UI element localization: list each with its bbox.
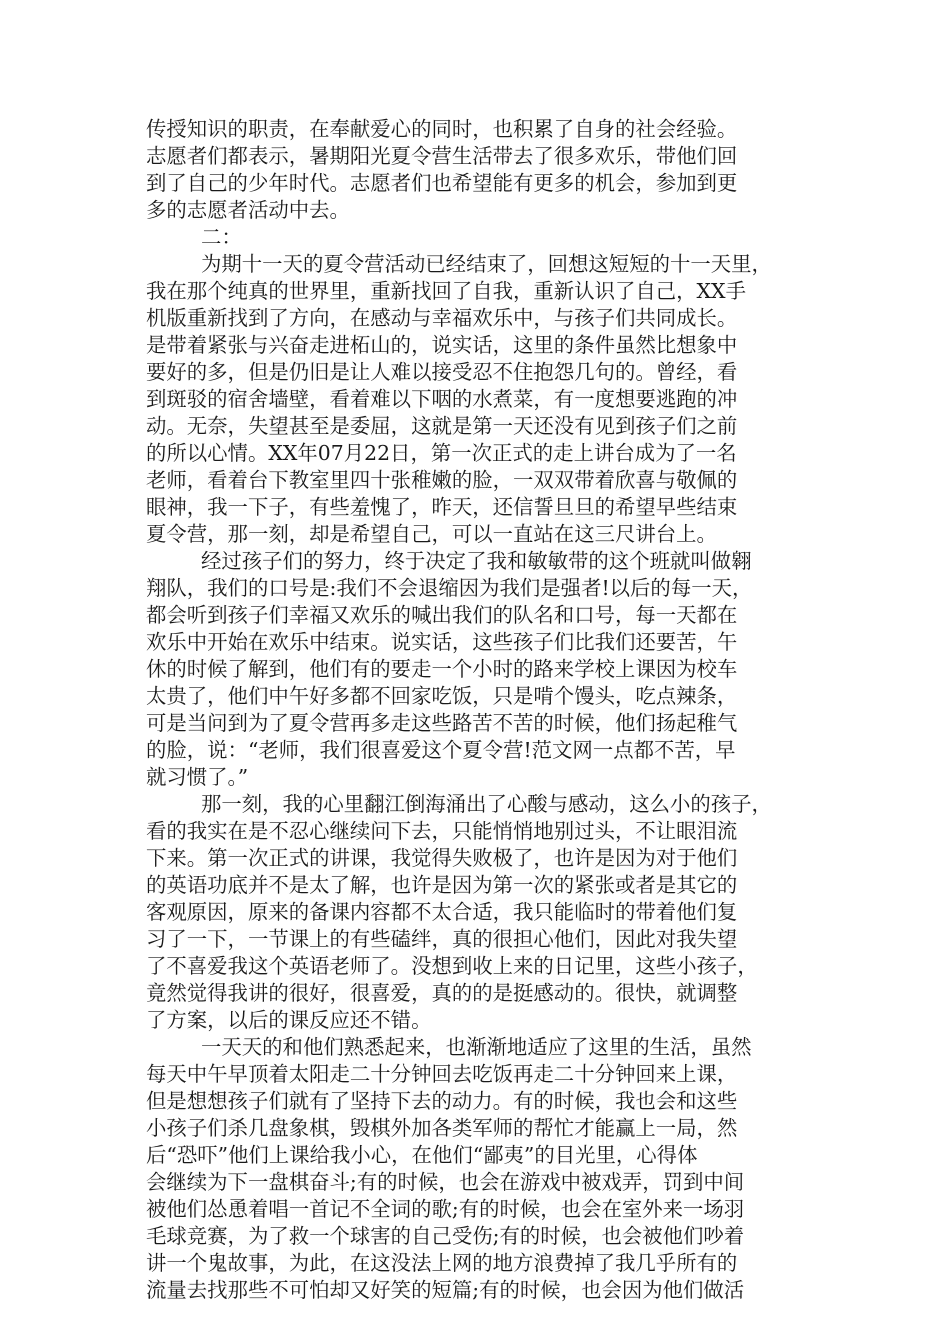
document-page	[146, 116, 816, 1304]
text-line: 机版重新找到了方向，在感动与幸福欢乐中，与孩子们共同成长。	[146, 306, 738, 330]
text-line: 休的时候了解到，他们有的要走一个小时的路来学校上课因为校车	[146, 657, 738, 681]
text-line: 后“恐吓”他们上课给我小心，在他们“鄙夷”的目光里，心得体	[146, 1143, 698, 1167]
text-line: 的脸，说：“老师，我们很喜爱这个夏令营!范文网一点都不苦，早	[146, 738, 736, 762]
text-line: 老师，看着台下教室里四十张稚嫩的脸，一双双带着欣喜与敬佩的	[146, 468, 738, 492]
text-line: 是带着紧张与兴奋走进柘山的，说实话，这里的条件虽然比想象中	[146, 333, 738, 357]
text-line: 就习惯了。”	[146, 765, 249, 789]
text-line: 习了一下，一节课上的有些磕绊，真的很担心他们，因此对我失望	[146, 927, 738, 951]
text-line: 小孩子们杀几盘象棋，毁棋外加各类军师的帮忙才能赢上一局，然	[146, 1116, 738, 1140]
text-line: 传授知识的职责，在奉献爱心的同时，也积累了自身的社会经验。	[146, 117, 738, 141]
text-line: 多的志愿者活动中去。	[146, 198, 350, 222]
text-line: 了方案，以后的课反应还不错。	[146, 1008, 432, 1032]
text-line: 一天天的和他们熟悉起来，也渐渐地适应了这里的生活，虽然	[201, 1035, 752, 1059]
text-line: 的所以心情。XX年07月22日，第一次正式的走上讲台成为了一名	[146, 441, 737, 465]
text-line: 到斑驳的宿舍墙壁，看着难以下咽的水煮菜，有一度想要逃跑的冲	[146, 387, 738, 411]
text-line: 都会听到孩子们幸福又欢乐的喊出我们的队名和口号，每一天都在	[146, 603, 738, 627]
text-line: 的英语功底并不是太了解，也许是因为第一次的紧张或者是其它的	[146, 873, 738, 897]
text-line: 要好的多，但是仍旧是让人难以接受忍不住抱怨几句的。曾经，看	[146, 360, 738, 384]
text-line: 看的我实在是不忍心继续问下去，只能悄悄地别过头，不让眼泪流	[146, 819, 738, 843]
text-line: 竟然觉得我讲的很好，很喜爱，真的的是挺感动的。很快，就调整	[146, 981, 738, 1005]
text-line: 经过孩子们的努力，终于决定了我和敏敏带的这个班就叫做翱	[201, 549, 752, 573]
text-line: 客观原因，原来的备课内容都不太合适，我只能临时的带着他们复	[146, 900, 738, 924]
text-line: 夏令营，那一刻，却是希望自己，可以一直站在这三尺讲台上。	[146, 522, 717, 546]
text-line: 到了自己的少年时代。志愿者们也希望能有更多的机会，参加到更	[146, 171, 738, 195]
text-line: 我在那个纯真的世界里，重新找回了自我，重新认识了自己，XX手	[146, 279, 746, 303]
text-line: 下来。第一次正式的讲课，我觉得失败极了，也许是因为对于他们	[146, 846, 738, 870]
text-line: 了不喜爱我这个英语老师了。没想到收上来的日记里，这些小孩子，	[146, 954, 758, 978]
text-line: 动。无奈，失望甚至是委屈，这就是第一天还没有见到孩子们之前	[146, 414, 738, 438]
text-line: 为期十一天的夏令营活动已经结束了，回想这短短的十一天里，	[201, 252, 772, 276]
text-line: 欢乐中开始在欢乐中结束。说实话，这些孩子们比我们还要苦，午	[146, 630, 738, 654]
text-line: 但是想想孩子们就有了坚持下去的动力。有的时候，我也会和这些	[146, 1089, 738, 1113]
text-line: 眼神，我一下子，有些羞愧了，昨天，还信誓旦旦的希望早些结束	[146, 495, 738, 519]
text-line: 讲一个鬼故事，为此，在这没法上网的地方浪费掉了我几乎所有的	[146, 1251, 738, 1275]
text-line: 会继续为下一盘棋奋斗;有的时候，也会在游戏中被戏弄，罚到中间	[146, 1170, 745, 1194]
text-line: 可是当问到为了夏令营再多走这些路苦不苦的时候，他们扬起稚气	[146, 711, 738, 735]
text-line: 那一刻，我的心里翻江倒海涌出了心酸与感动，这么小的孩子，	[201, 792, 772, 816]
text-line: 翔队，我们的口号是:我们不会退缩因为我们是强者!以后的每一天，	[146, 576, 753, 600]
text-line: 二：	[201, 225, 242, 249]
text-line: 每天中午早顶着太阳走二十分钟回去吃饭再走二十分钟回来上课，	[146, 1062, 738, 1086]
text-line: 被他们怂恿着唱一首记不全词的歌;有的时候，也会在室外来一场羽	[146, 1197, 745, 1221]
text-line: 毛球竞赛，为了救一个球害的自己受伤;有的时候，也会被他们吵着	[146, 1224, 745, 1248]
text-line: 太贵了，他们中午好多都不回家吃饭，只是啃个馒头，吃点辣条，	[146, 684, 738, 708]
text-line: 流量去找那些不可怕却又好笑的短篇;有的时候，也会因为他们做活	[146, 1278, 745, 1302]
text-line: 志愿者们都表示，暑期阳光夏令营生活带去了很多欢乐，带他们回	[146, 144, 738, 168]
